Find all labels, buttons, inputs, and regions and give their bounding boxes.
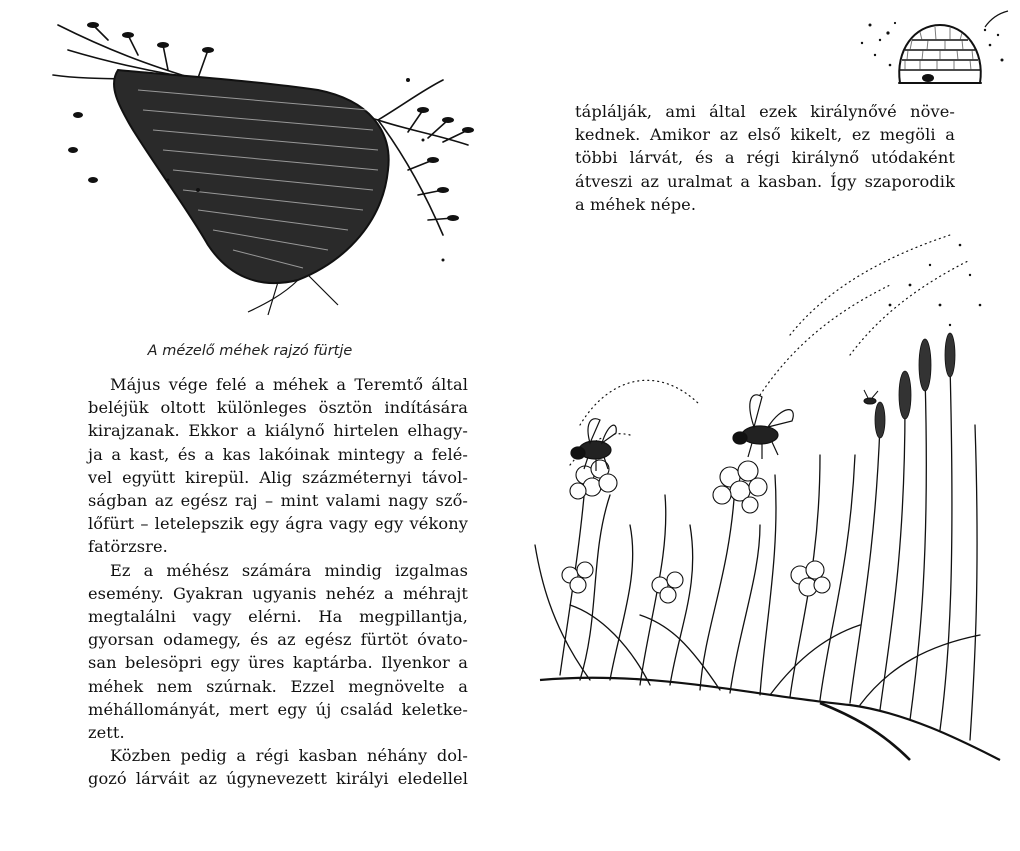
text-line: méhállományát, mert egy új család keletke- xyxy=(88,699,468,719)
text-line: vel együtt kirepül. Alig százméternyi távol- xyxy=(88,467,468,487)
text-line: Május vége felé a méhek a Teremtő által xyxy=(110,375,468,394)
text-line: esemény. Gyakran ugyanis nehéz a méhrajt xyxy=(88,583,468,603)
text-line: a méhek népe. xyxy=(575,194,697,214)
bee-small xyxy=(864,390,878,404)
text-line: Ez a méhész számára mindig izgalmas xyxy=(110,560,468,580)
text-line: ságban az egész raj – mint valami nagy sző- xyxy=(88,491,468,511)
right-page xyxy=(510,0,1020,851)
text-line: ja a kast, és a kas lakóinak mintegy a felé- xyxy=(88,444,468,464)
bee-center xyxy=(733,395,793,459)
text-line: fatörzsre. xyxy=(88,537,168,557)
text-line: beléjük oltott különleges ösztön indítására xyxy=(88,398,468,418)
bee-swarm-illustration xyxy=(48,20,498,320)
paragraph-3 xyxy=(88,744,468,790)
text-line: gyorsan odamegy, és az egész fürtöt óvato- xyxy=(88,630,468,650)
meadow-bees-illustration xyxy=(530,225,1010,765)
text-line: kirajzanak. Ekkor a kiálynő hirtelen elhagy- xyxy=(88,421,468,441)
text-line: táplálják, ami által ezek királynővé növe- xyxy=(575,102,955,121)
text-line: Közben pedig a régi kasban néhány dol- xyxy=(110,746,468,766)
text-line: méhek nem szúrnak. Ezzel megnövelte a xyxy=(88,676,468,696)
text-line: kednek. Amikor az első kikelt, ez megöli a xyxy=(575,125,955,145)
paragraph-1 xyxy=(88,373,468,559)
text-line: megtalálni vagy elérni. Ha megpillantja, xyxy=(88,607,468,627)
text-line: san belesöpri egy üres kaptárba. Ilyenkor a xyxy=(88,653,468,673)
text-line: gozó lárváit az úgynevezett királyi eledellel xyxy=(88,769,468,789)
text-line: többi lárvát, és a régi királynő utódaként xyxy=(575,148,955,168)
text-line: zett. xyxy=(88,723,125,743)
paragraph-continuation xyxy=(575,100,955,216)
right-body-text xyxy=(575,100,955,216)
text-line: lőfürt – letelepszik egy ágra vagy egy vékony xyxy=(88,514,468,534)
beehive-skep-illustration xyxy=(850,5,1010,90)
paragraph-2 xyxy=(88,559,468,745)
illustration-caption: A mézelő méhek rajzó fürtje xyxy=(147,343,353,359)
text-line: átveszi az uralmat a kasban. Így szaporodik xyxy=(575,171,955,191)
left-body-text xyxy=(88,373,468,791)
